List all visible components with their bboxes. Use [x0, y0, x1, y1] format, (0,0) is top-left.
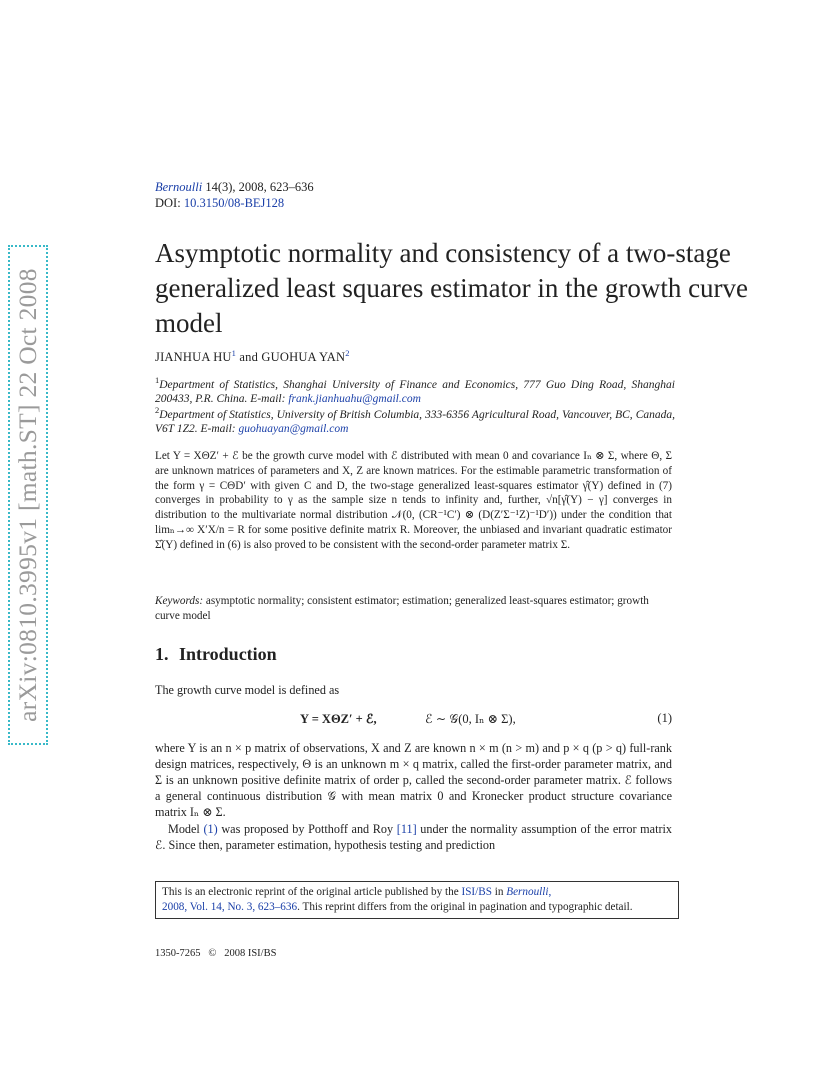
journal-citation: [155, 180, 314, 195]
paragraph-2-post: under the normality assumption of the error matrix ℰ. Since then, parameter estimation, hypothesis testing and prediction: [155, 822, 672, 852]
isibs-link[interactable]: ISI/BS: [461, 886, 492, 898]
equation-1-ref[interactable]: (1): [203, 822, 218, 836]
author-line: [155, 348, 350, 365]
affiliation-2-text: Department of Statistics, University of British Columbia, 333-6356 Agricultural Road, Vancouver, BC, Canada, V6T 1Z2. E-mail:: [155, 408, 675, 436]
author-1: JIANHUA HU: [155, 350, 232, 365]
reprint-post: . This reprint differs from the original in pagination and typographic detail.: [297, 900, 633, 913]
citation-11-ref[interactable]: [11]: [396, 822, 417, 836]
reprint-notice: [155, 881, 679, 919]
doi-prefix: DOI:: [155, 196, 184, 210]
author-2-affiliation-ref[interactable]: 2: [345, 348, 350, 358]
equation-number: (1): [657, 711, 672, 725]
journal-link[interactable]: Bernoulli: [155, 180, 203, 194]
arxiv-stamp-text: arXiv:0810.3995v1 [math.ST] 22 Oct 2008: [13, 268, 42, 722]
equation-lhs: Y = XΘZ′ + ℰ,: [300, 712, 377, 726]
affiliation-1: [155, 373, 675, 407]
reprint-in: in: [491, 886, 507, 898]
reprint-volume-link[interactable]: 2008, Vol. 14, No. 3, 623–636: [162, 900, 298, 913]
author-conjunction: and: [236, 350, 262, 365]
reprint-pre: This is an electronic reprint of the original article published by the: [162, 886, 462, 898]
section-title: Introduction: [179, 644, 277, 664]
copyright-line: 1350-7265 © 2008 ISI/BS: [155, 948, 277, 959]
section-number: 1.: [155, 644, 169, 664]
citation-text: 14(3), 2008, 623–636: [202, 180, 314, 194]
section-heading: [155, 644, 277, 665]
keywords: [155, 594, 672, 624]
reprint-journal-link[interactable]: Bernoulli: [506, 886, 549, 898]
affiliation-2-email[interactable]: guohuayan@gmail.com: [238, 423, 349, 436]
doi-link[interactable]: 10.3150/08-BEJ128: [183, 196, 285, 210]
doi-line: [155, 196, 284, 211]
affiliation-1-text: Department of Statistics, Shanghai University of Finance and Economics, 777 Guo Ding Road, Shanghai 200433, P.R. China. E-mail:: [155, 378, 675, 406]
intro-line: The growth curve model is defined as: [155, 683, 340, 697]
author-1-affiliation-ref[interactable]: 1: [231, 348, 237, 358]
affiliation-1-email[interactable]: frank.jianhuahu@gmail.com: [288, 393, 421, 406]
affiliation-2-number: 2: [155, 405, 160, 415]
paragraph-2-pre: Model: [168, 822, 204, 836]
paper-title: Asymptotic normality and consistency of a two-stage generalized least squares estimator in the growth curve model: [155, 238, 749, 338]
arxiv-stamp: [8, 245, 48, 745]
author-2: GUOHUA YAN: [261, 350, 346, 365]
keywords-label: Keywords:: [155, 595, 204, 607]
affiliation-1-number: 1: [155, 375, 160, 385]
keywords-text: asymptotic normality; consistent estimator; estimation; generalized least-squares estimator; growth curve model: [155, 595, 649, 622]
paragraph-2-mid: was proposed by Potthoff and Roy: [217, 822, 397, 836]
paragraph-1: where Y is an n × p matrix of observations, X and Z are known n × m (n > m) and p × q (p > q) full-rank design matrices, respectively, Θ is an unknown m × q matrix, called the first-order parameter matrix, and Σ is an unknown positive definite matrix of order p, called the second-order parameter matrix. ℰ follows a general continuous distribution 𝒢 with mean matrix 0 and Kronecker product structure covariance matrix Iₙ ⊗ Σ.: [155, 741, 672, 819]
affiliation-2: [155, 403, 675, 437]
abstract: Let Y = XΘZ′ + ℰ be the growth curve model with ℰ distributed with mean 0 and covariance Iₙ ⊗ Σ, where Θ, Σ are unknown matrices of parameters and X, Z are known matrices. For the estimable parametric transformation of the form γ = CΘD′ with given C and D, the two-stage generalized least-squares estimator γ̂(Y) defined in (7) converges in probability to γ as the sample size n tends to infinity and, further, √n[γ̂(Y) − γ] converges in distribution to the multivariate normal distribution 𝒩(0, (CR⁻¹C′) ⊗ (D(Z′Σ⁻¹Z)⁻¹D′)) under the condition that limₙ→∞ X′X/n = R for some positive definite matrix R. Moreover, the unbiased and invariant quadratic estimator Σ̂(Y) defined in (6) is also proved to be consistent with the second-order parameter matrix Σ.: [155, 450, 672, 551]
equation-rhs: ℰ ∼ 𝒢(0, Iₙ ⊗ Σ),: [425, 712, 516, 726]
reprint-comma: ,: [548, 886, 552, 898]
paragraph-2: [155, 821, 672, 853]
